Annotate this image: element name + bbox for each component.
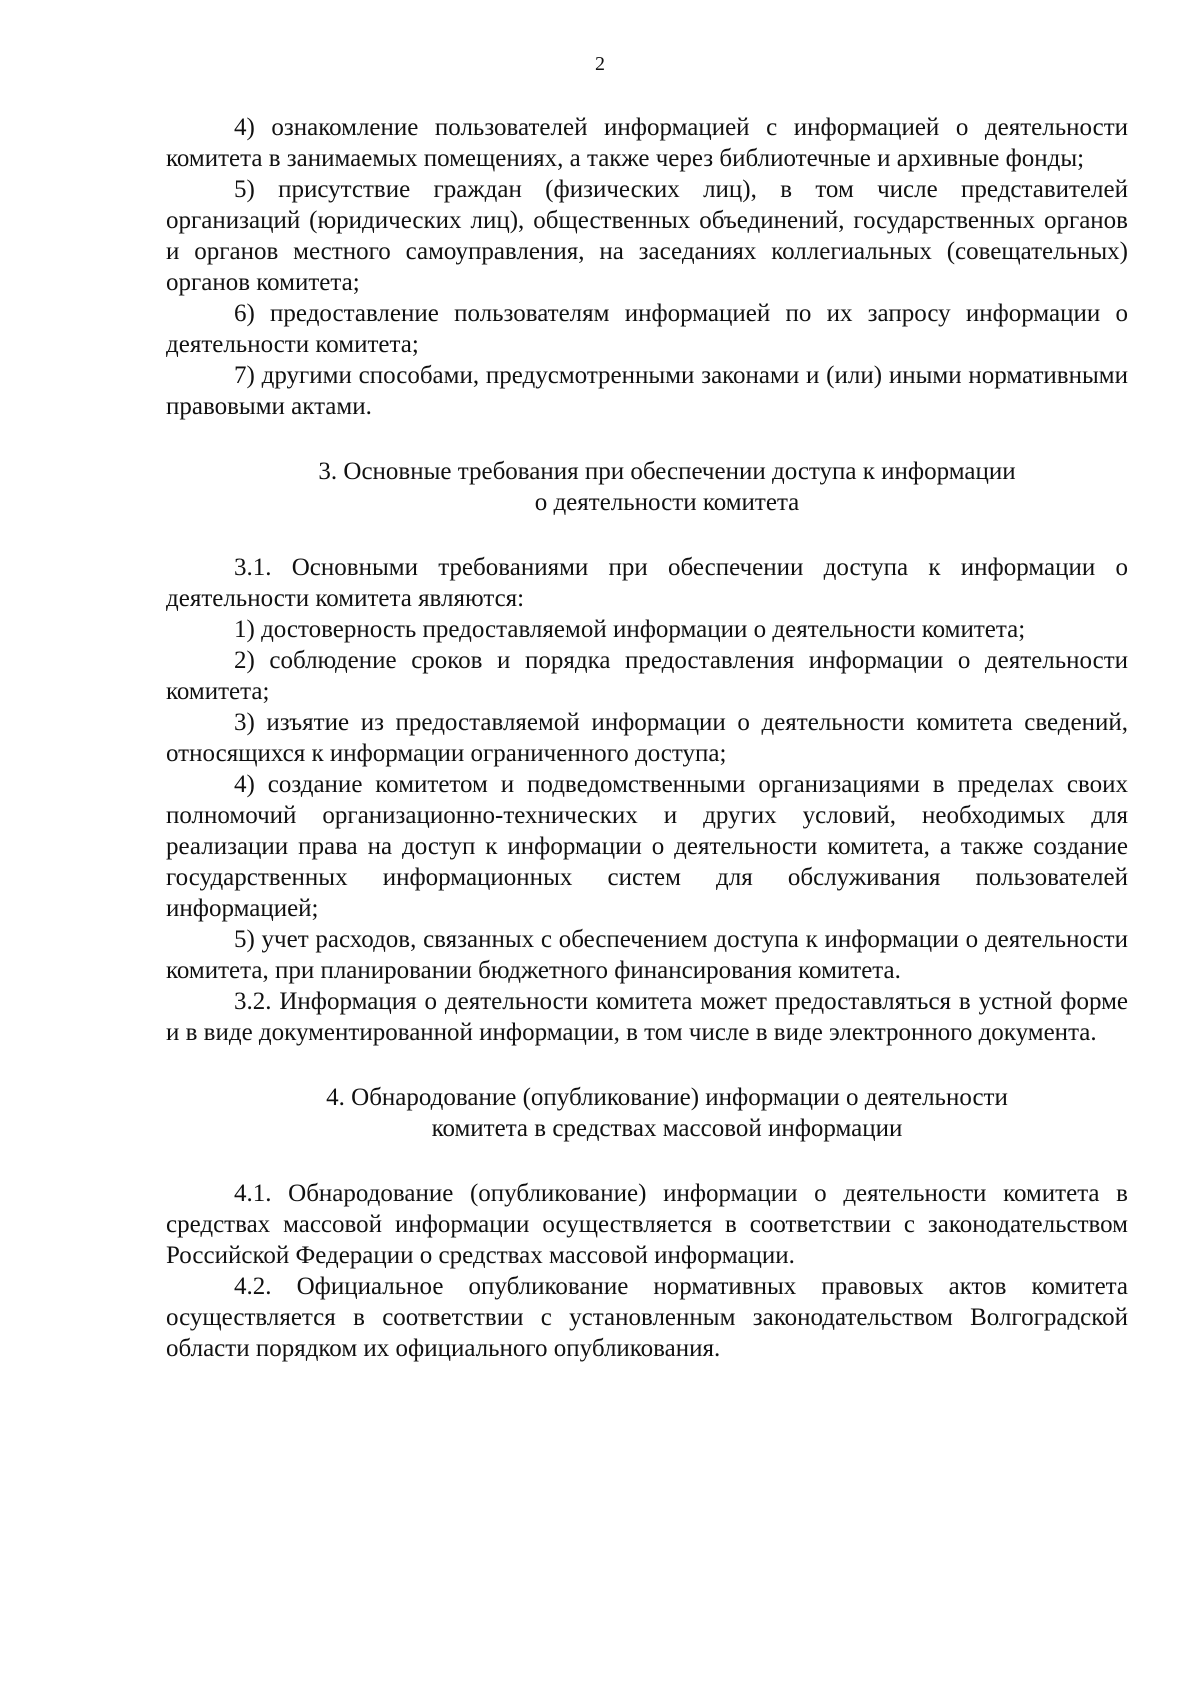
- paragraph-3-1-item-3: 3) изъятие из предоставляемой информации о деятельности комитета сведений, относящихся к информации ограниченного доступа;: [166, 709, 1128, 767]
- section-3-heading-line-1: 3. Основные требования при обеспечении доступа к информации: [318, 458, 1016, 485]
- paragraph-3-1-item-4: 4) создание комитетом и подведомственными организациями в пределах своих полномочий организационно-технических и других условий, необходимых для реализации права на доступ к информации о деятельности комитета, а также создание государственных информационных систем для обслуживания пользователей информацией;: [166, 771, 1128, 922]
- paragraph-3-1-item-2: 2) соблюдение сроков и порядка предоставления информации о деятельности комитета;: [166, 647, 1128, 705]
- list-item-7: 7) другими способами, предусмотренными законами и (или) иными нормативными правовыми актами.: [166, 362, 1128, 420]
- section-4-heading-line-2: комитета в средствах массовой информации: [431, 1115, 903, 1142]
- paragraph-3-1-item-1: 1) достоверность предоставляемой информации о деятельности комитета;: [234, 616, 1026, 643]
- section-3-heading: [166, 456, 1128, 518]
- section-3-heading-line-2: о деятельности комитета: [534, 489, 800, 516]
- paragraph-3-1-item-5: 5) учет расходов, связанных с обеспечением доступа к информации о деятельности комитета, при планировании бюджетного финансирования комитета.: [166, 926, 1128, 984]
- paragraph-4-1: 4.1. Обнародование (опубликование) информации о деятельности комитета в средствах массовой информации осуществляется в соответствии с законодательством Российской Федерации о средствах массовой информации.: [166, 1180, 1128, 1269]
- paragraph-3-2: 3.2. Информация о деятельности комитета может предоставляться в устной форме и в виде документированной информации, в том числе в виде электронного документа.: [166, 988, 1128, 1046]
- list-item-6: 6) предоставление пользователям информацией по их запросу информации о деятельности комитета;: [166, 300, 1128, 358]
- list-item-5: 5) присутствие граждан (физических лиц), в том числе представителей организаций (юридических лиц), общественных объединений, государственных органов и органов местного самоуправления, на заседаниях коллегиальных (совещательных) органов комитета;: [166, 176, 1128, 296]
- paragraph-3-1: 3.1. Основными требованиями при обеспечении доступа к информации о деятельности комитета являются:: [166, 554, 1128, 612]
- page-number: 2: [595, 53, 605, 75]
- document-body: [166, 112, 1128, 1364]
- paragraph-4-2: 4.2. Официальное опубликование нормативных правовых актов комитета осуществляется в соответствии с установленным законодательством Волгоградской области порядком их официального опубликования.: [166, 1273, 1128, 1362]
- section-4-heading: [166, 1082, 1128, 1144]
- section-4-heading-line-1: 4. Обнародование (опубликование) информации о деятельности: [326, 1084, 1008, 1111]
- list-item-4: 4) ознакомление пользователей информацией с информацией о деятельности комитета в занимаемых помещениях, а также через библиотечные и архивные фонды;: [166, 114, 1128, 172]
